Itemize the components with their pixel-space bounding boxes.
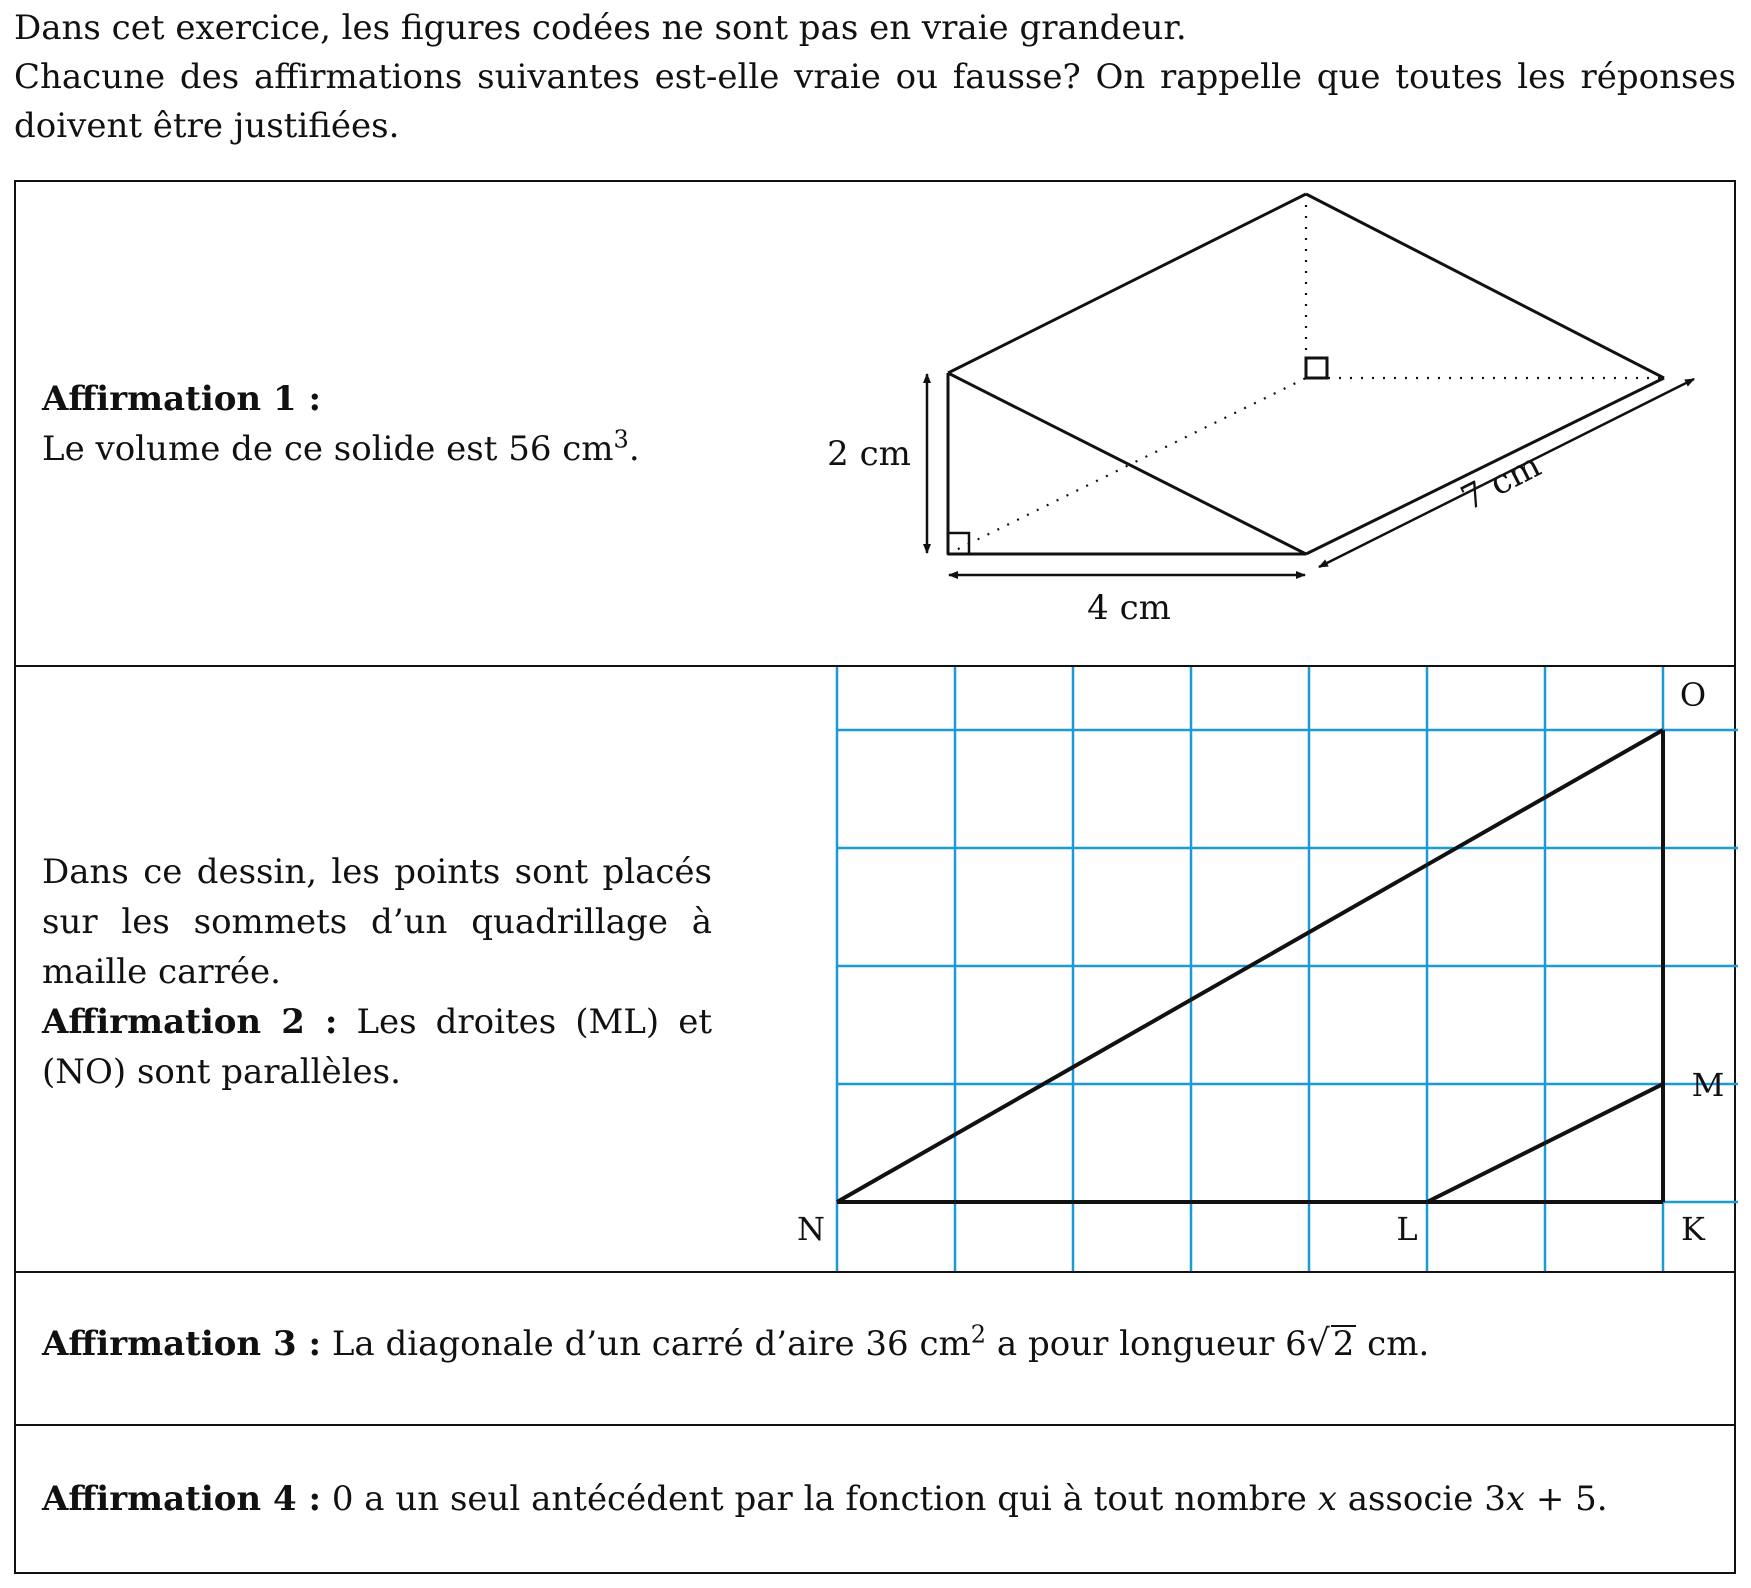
grid-lines [837, 667, 1738, 1271]
affirmation-1-statement-end: . [628, 429, 640, 469]
affirmation-2-statement-text: Les droites (ML) et (NO) sont parallèles. [42, 1002, 712, 1092]
affirmation-4-statement-mid: associe 3 [1336, 1479, 1506, 1519]
affirmation-1-statement-text: Le volume de ce solide est 56 cm [42, 429, 614, 469]
point-label-N: N [797, 1210, 825, 1248]
affirmations-table [14, 180, 1736, 1574]
width-label: 4 cm [1087, 588, 1171, 628]
square-root-sign: √ [1306, 1323, 1330, 1364]
variable-x-2: x [1505, 1479, 1526, 1519]
affirmation-3-text [42, 1319, 1429, 1369]
point-label-M: M [1691, 1066, 1725, 1104]
prism-figure [16, 182, 1738, 667]
point-label-K: K [1681, 1210, 1705, 1248]
right-angle-mark-front [948, 533, 969, 554]
radicand: 2 [1332, 1324, 1355, 1364]
affirmation-4-statement-text: 0 a un seul antécédent par la fonction qui à tout nombre [321, 1479, 1318, 1519]
affirmation-3-statement-text: La diagonale d’un carré d’aire 36 cm [321, 1324, 971, 1364]
affirmation-1-exponent: 3 [613, 425, 629, 454]
point-label-O: O [1679, 676, 1707, 714]
affirmation-1-row [16, 182, 1734, 667]
affirmation-3-title: Affirmation 3 : [42, 1324, 322, 1364]
instructions [14, 4, 1736, 151]
affirmation-3-statement-end: cm. [1356, 1324, 1430, 1364]
dimension-arrows [927, 374, 1694, 575]
affirmation-4-text [42, 1474, 1608, 1524]
affirmation-3-statement-mid: a pour longueur 6 [986, 1324, 1307, 1364]
affirmation-2-context: Dans ce dessin, les points sont placés sur les sommets d’un quadrillage à maille carrée. [42, 852, 712, 992]
affirmation-2-row [16, 667, 1734, 1273]
point-label-L: L [1396, 1210, 1418, 1248]
affirmation-2-title: Affirmation 2 : [42, 1002, 338, 1042]
affirmation-4-statement-end: + 5. [1525, 1479, 1608, 1519]
length-label: 7 cm [1454, 445, 1548, 520]
affirmation-1-title: Affirmation 1 : [42, 379, 322, 419]
grid-figure [16, 667, 1738, 1273]
right-angle-mark-back [1306, 358, 1327, 378]
variable-x: x [1317, 1479, 1337, 1519]
height-label: 2 cm [827, 434, 911, 474]
affirmation-4-title: Affirmation 4 : [42, 1479, 322, 1519]
affirmation-3-exponent: 2 [970, 1320, 987, 1349]
instructions-line-2: Chacune des affirmations suivantes est-elle vraie ou fausse? On rappelle que toutes les réponses doivent être justifiées. [14, 57, 1736, 146]
affirmation-3-row [16, 1273, 1734, 1426]
instructions-line-1: Dans cet exercice, les figures codées ne sont pas en vraie grandeur. [14, 8, 1187, 48]
affirmation-4-row [16, 1426, 1734, 1574]
